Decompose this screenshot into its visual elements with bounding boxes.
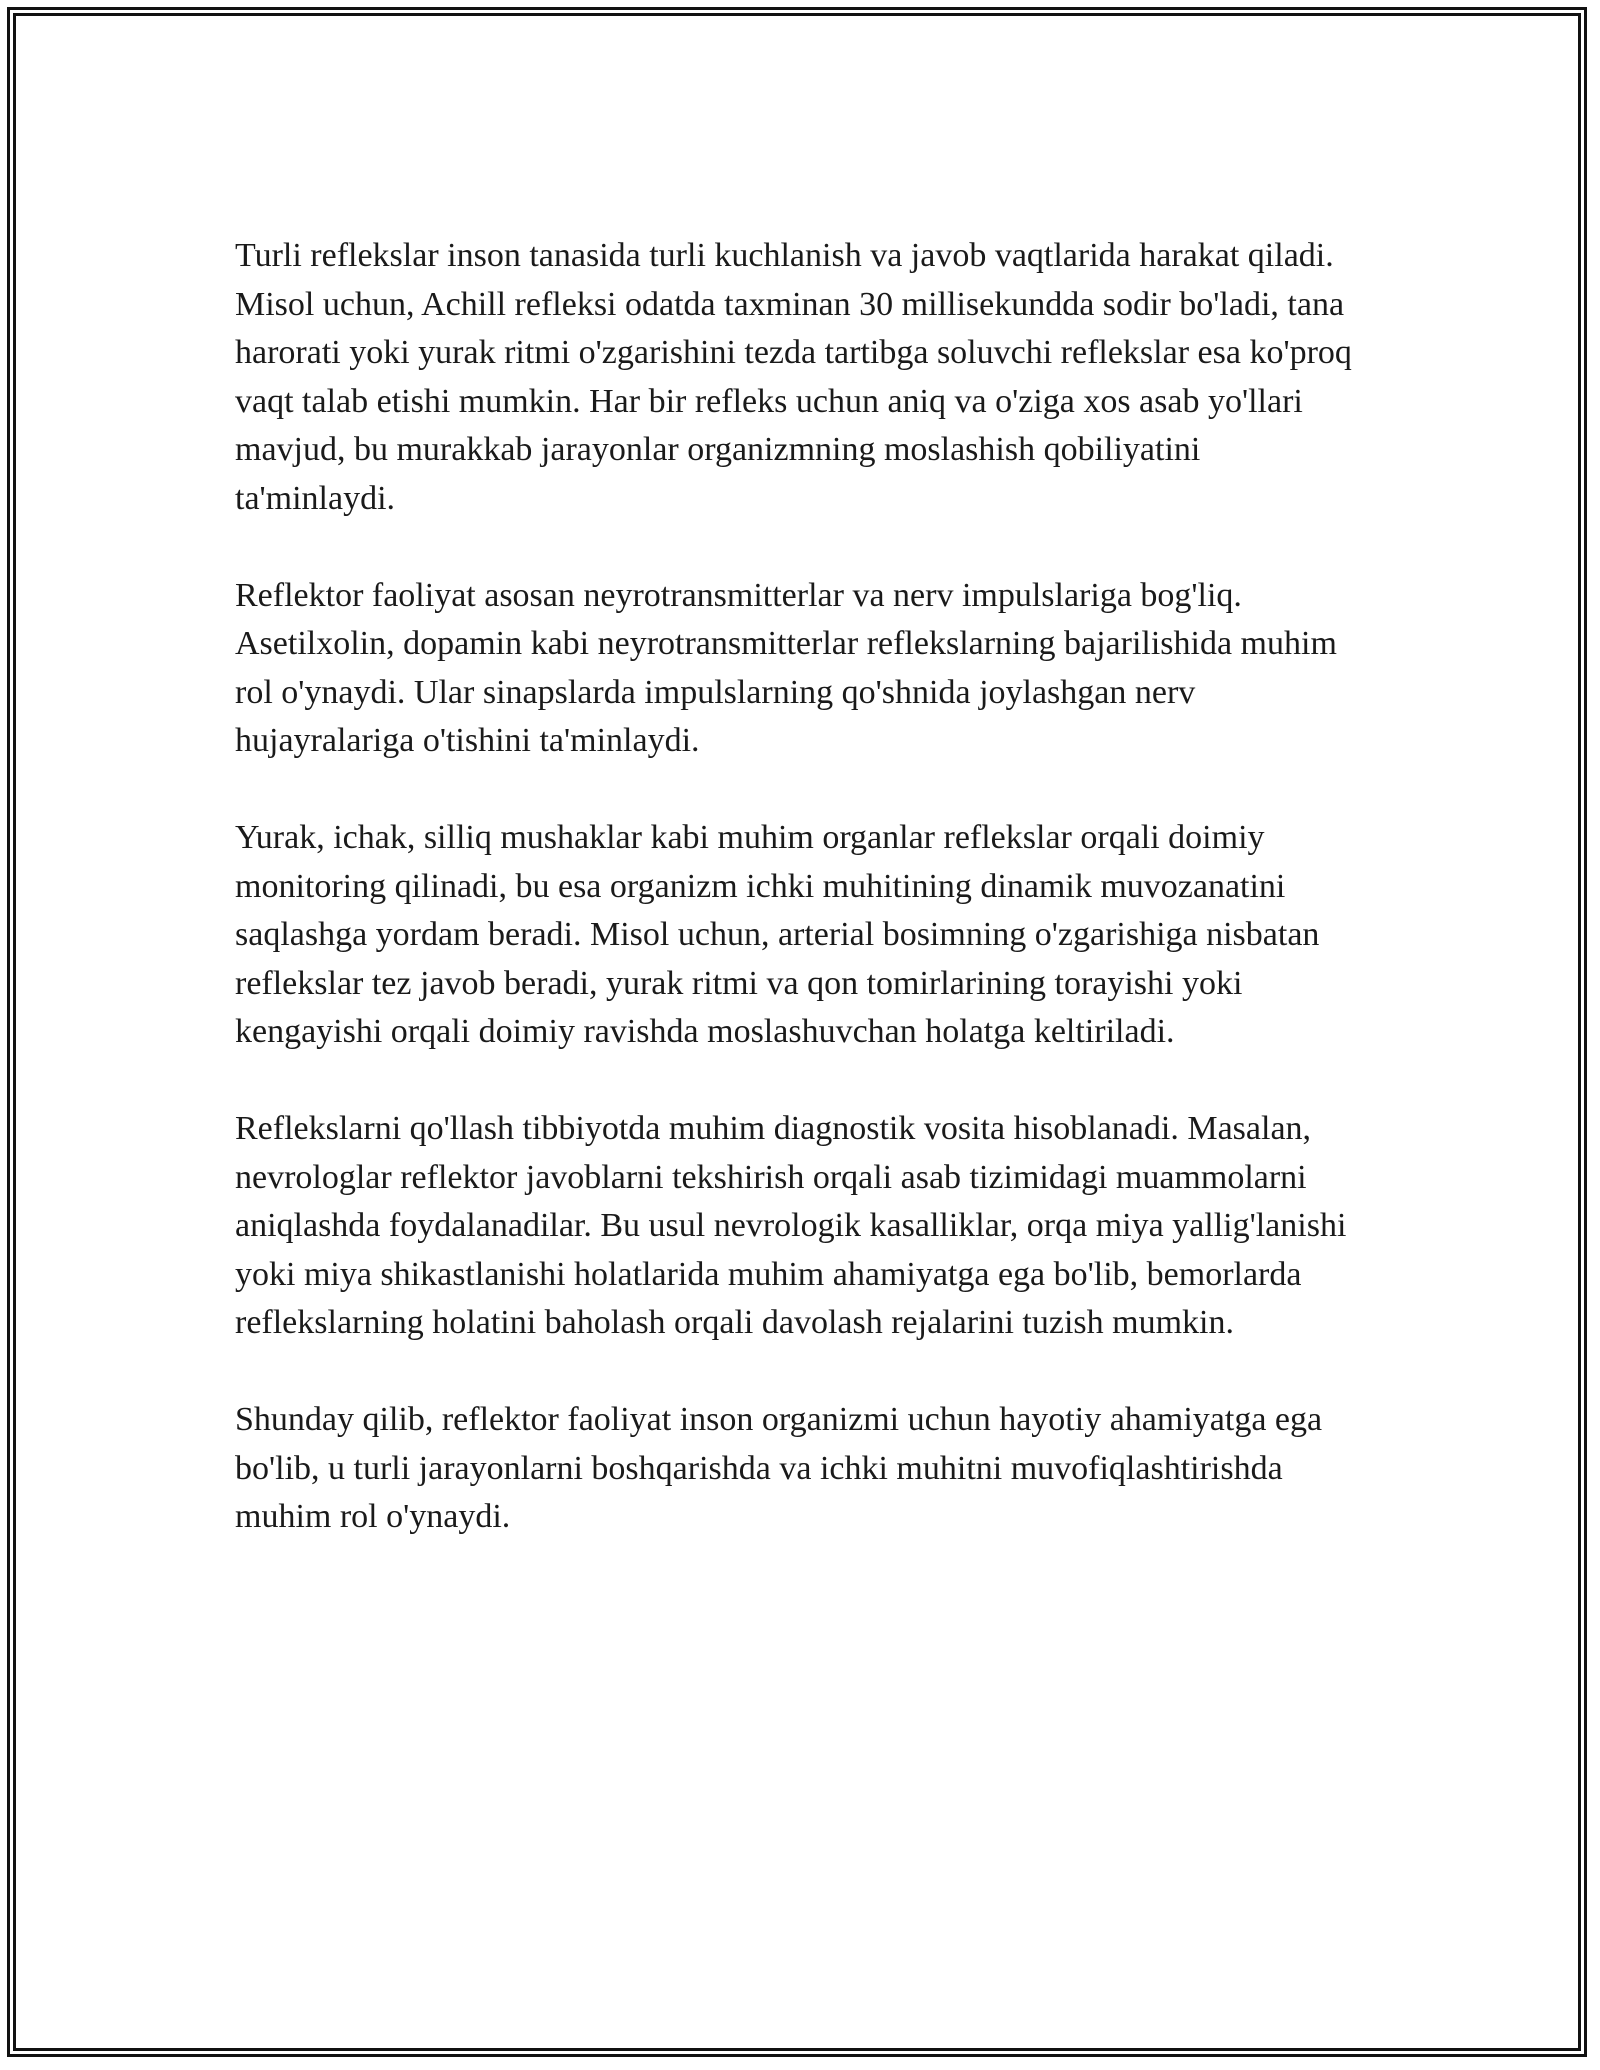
paragraph-4: Reflekslarni qo'llash tibbiyotda muhim diagnostik vosita hisoblanadi. Masalan, nevrologlar reflektor javoblarni tekshirish orqali asab tizimidagi muammolarni aniqlashda foydalanadilar. Bu usul nevrologik kasalliklar, orqa miya yallig'lanishi yoki miya shikastlanishi holatlarida muhim ahamiyatga ega bo'lib, bemorlarda reflekslarning holatini baholash orqali davolash rejalarini tuzish mumkin. (235, 1110, 1347, 1341)
paragraph-5: Shunday qilib, reflektor faoliyat inson organizmi uchun hayotiy ahamiyatga ega bo'lib, u turli jarayonlarni boshqarishda va ichki muhitni muvofiqlashtirishda muhim rol o'ynaydi. (235, 1401, 1323, 1535)
paragraph-1: Turli reflekslar inson tanasida turli kuchlanish va javob vaqtlarida harakat qiladi. Misol uchun, Achill refleksi odatda taxminan 30 millisekundda sodir bo'ladi, tana harorati yoki yurak ritmi o'zgarishini tezda tartibga soluvchi reflekslar esa ko'proq vaqt talab etishi mumkin. Har bir refleks uchun aniq va o'ziga xos asab yo'llari mavjud, bu murakkab jarayonlar organizmning moslashish qobiliyatini ta'minlaydi. (235, 237, 1352, 517)
document-body (235, 232, 1365, 1590)
paragraph-3: Yurak, ichak, silliq mushaklar kabi muhim organlar reflekslar orqali doimiy monitoring qilinadi, bu esa organizm ichki muhitining dinamik muvozanatini saqlashga yordam beradi. Misol uchun, arterial bosimning o'zgarishiga nisbatan reflekslar tez javob beradi, yurak ritmi va qon tomirlarining torayishi yoki kengayishi orqali doimiy ravishda moslashuvchan holatga keltiriladi. (235, 819, 1320, 1050)
paragraph-2: Reflektor faoliyat asosan neyrotransmitterlar va nerv impulslariga bog'liq. Asetilxolin, dopamin kabi neyrotransmitterlar reflekslarning bajarilishida muhim rol o'ynaydi. Ular sinapslarda impulslarning qo'shnida joylashgan nerv hujayralariga o'tishini ta'minlaydi. (235, 576, 1337, 759)
